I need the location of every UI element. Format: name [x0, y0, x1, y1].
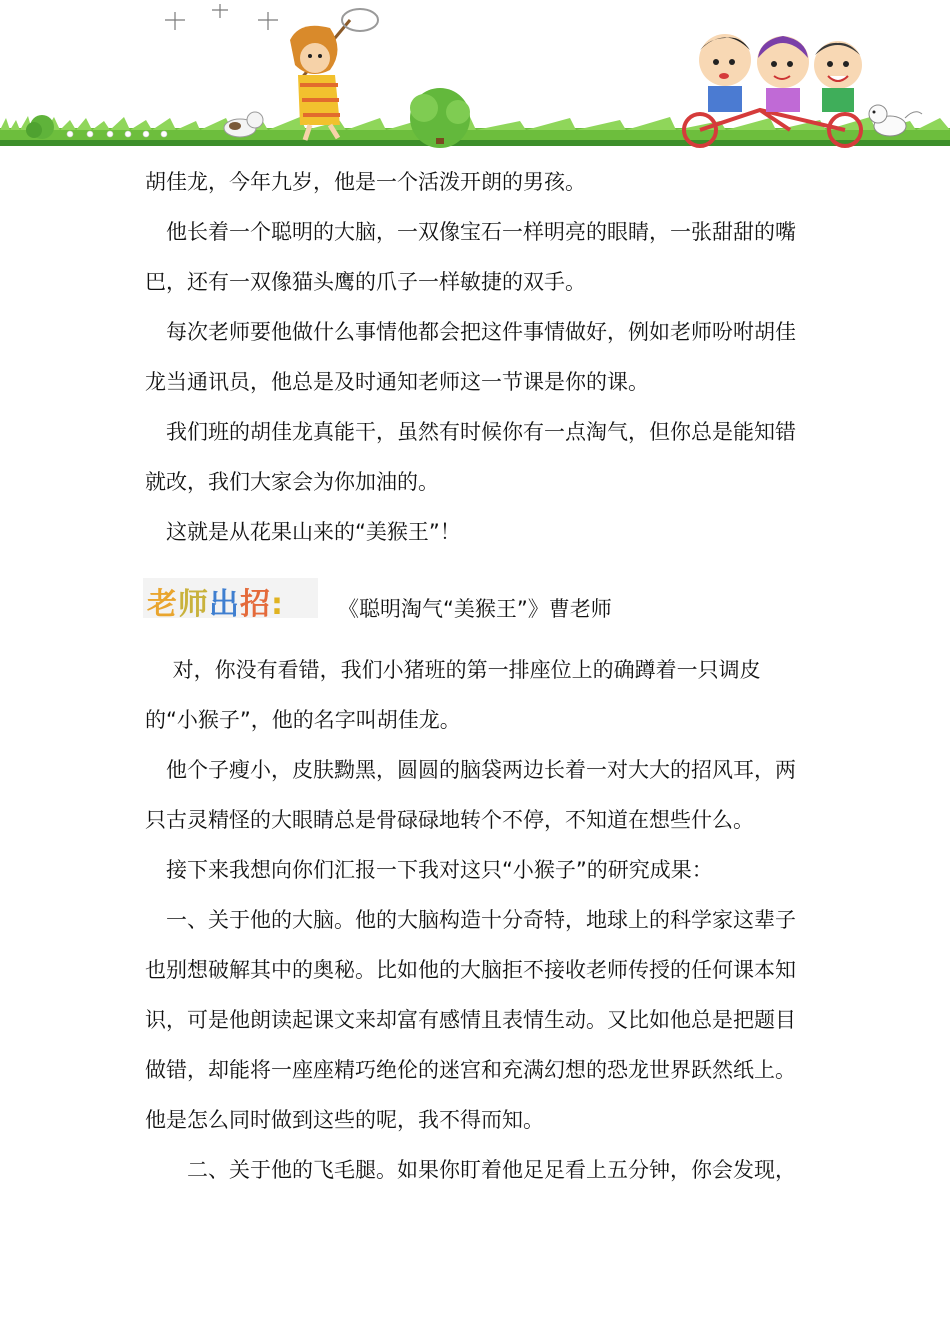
article-title: 《聪明淘气“美猴王”》曹老师: [338, 597, 612, 621]
paragraph-conclusion: 这就是从花果山来的“美猴王”！: [145, 520, 461, 544]
tree-bush-icon: [410, 88, 470, 148]
badge-char-3: 出: [209, 587, 240, 622]
paragraph-praise: 我们班的胡佳龙真能干，虽然有时候你有一点淘气，但你总是能知错就改，我们大家会为你加油的。: [145, 420, 796, 494]
paragraph-messenger: 每次老师要他做什么事情他都会把这件事情做好，例如老师吩咐胡佳龙当通讯员，他总是及时通知老师这一节课是你的课。: [145, 320, 796, 394]
header-banner-illustration: [0, 0, 950, 150]
paragraph-little-monkey: 对，你没有看错，我们小猪班的第一排座位上的确蹲着一只调皮的“小猴子”，他的名字叫胡佳龙。: [145, 658, 761, 732]
paragraph-legs: 二、关于他的飞毛腿。如果你盯着他足足看上五分钟，你会发现，: [145, 1158, 796, 1182]
teacher-tips-badge-text: [147, 579, 284, 623]
child-with-net-illustration: [290, 9, 378, 140]
badge-char-5: :: [271, 587, 284, 622]
paragraph-research-intro: 接下来我想向你们汇报一下我对这只“小猴子”的研究成果：: [145, 858, 713, 882]
paragraph-appearance: 他长着一个聪明的大脑，一双像宝石一样明亮的眼睛，一张甜甜的嘴巴，还有一双像猫头鹰的爪子一样敏捷的双手。: [145, 220, 796, 294]
paragraph-intro: 胡佳龙，今年九岁，他是一个活泼开朗的男孩。: [145, 170, 586, 194]
paragraph-brain: 一、关于他的大脑。他的大脑构造十分奇特，地球上的科学家这辈子也别想破解其中的奥秘。比如他的大脑拒不接收老师传授的任何课本知识，可是他朗读起课文来却富有感情且表情生动。又比如他总是把题目做错，却能将一座座精巧绝伦的迷宫和充满幻想的恐龙世界跃然纸上。他是怎么同时做到这些的呢，我不得而知。: [145, 908, 796, 1132]
badge-char-2: 师: [178, 587, 209, 622]
badge-char-1: 老: [147, 587, 178, 622]
badge-char-4: 招: [240, 587, 271, 622]
bush-icon-left: [26, 115, 54, 139]
dragonfly-icons: [165, 4, 278, 30]
grass-shadow: [0, 140, 950, 146]
paragraph-description: 他个子瘦小，皮肤黝黑，圆圆的脑袋两边长着一对大大的招风耳，两只古灵精怪的大眼睛总是骨碌碌地转个不停，不知道在想些什么。: [145, 758, 796, 832]
teacher-tips-badge: [143, 578, 318, 622]
